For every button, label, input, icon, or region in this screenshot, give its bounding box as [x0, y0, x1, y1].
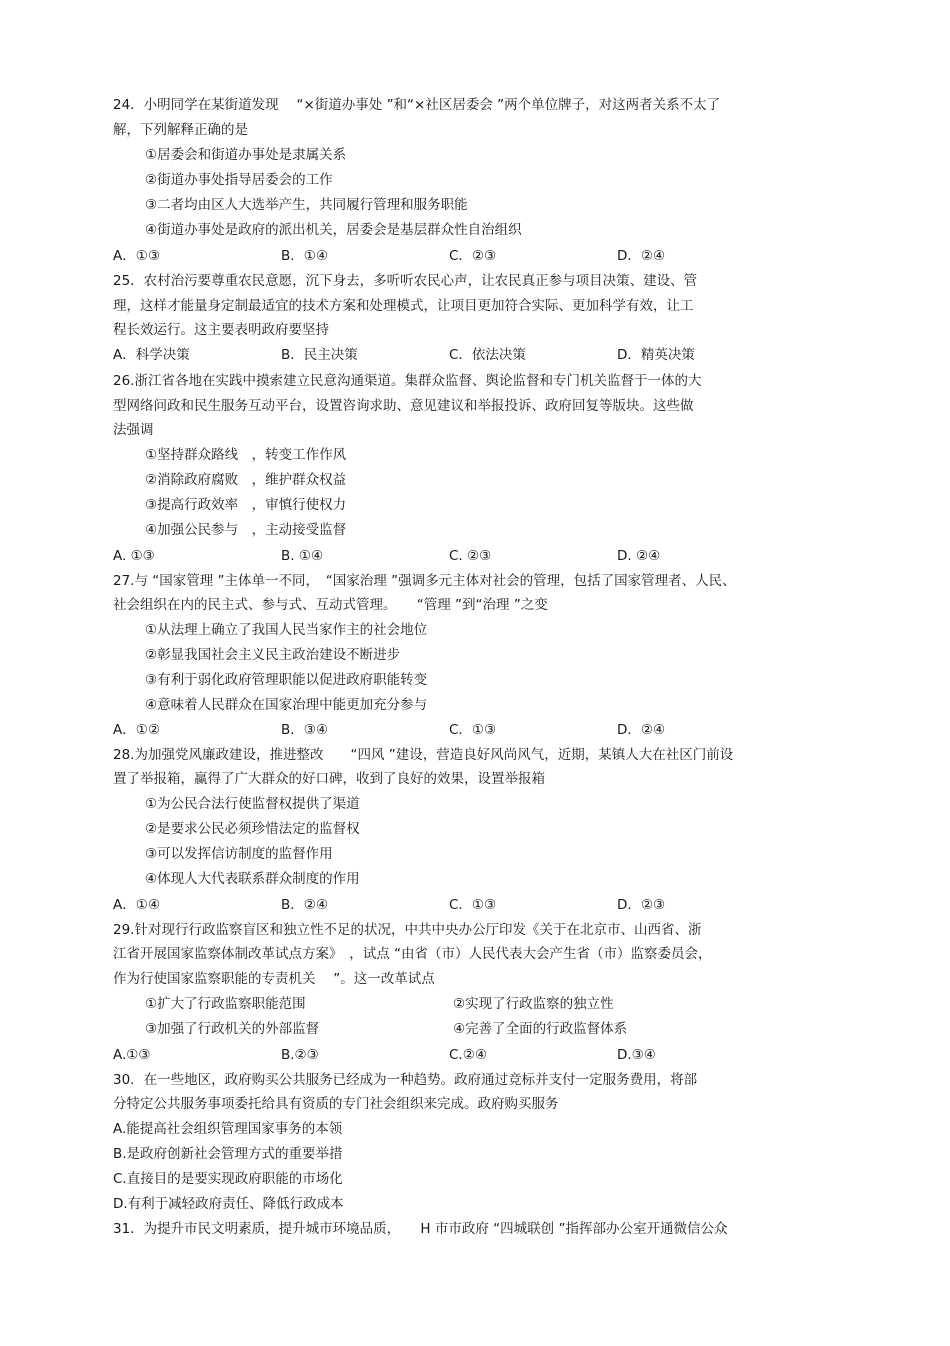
- q30-stem-line-2: 分特定公共服务事项委托给具有资质的专门社会组织来完成。政府购买服务: [113, 1096, 559, 1112]
- q27-stem-line-1: 27.与 “国家管理 ”主体单一不同， “国家治理 ”强调多元主体对社会的管理，包括了国家管理者、人民、: [113, 573, 736, 589]
- q28-option-b: B．②④: [281, 897, 328, 913]
- q30-choice-a: A.能提高社会组织管理国家事务的本领: [113, 1121, 343, 1137]
- q27-option-d: D．②④: [617, 722, 666, 738]
- q25-stem-line-2: 理，这样才能量身定制最适宜的技术方案和处理模式，让项目更加符合实际、更加科学有效，让工: [113, 298, 694, 314]
- q25-stem-line-3: 程长效运行。这主要表明政府要坚持: [113, 322, 329, 338]
- q24-stem-line-2: 解，下列解释正确的是: [113, 122, 248, 138]
- q26-statement-3: ③提高行政效率 ，审慎行使权力: [145, 497, 347, 513]
- q29-statement-3: ③加强了行政机关的外部监督: [145, 1021, 320, 1037]
- q24-statement-3: ③二者均由区人大选举产生，共同履行管理和服务职能: [145, 197, 468, 213]
- q24-statement-1: ①居委会和街道办事处是隶属关系: [145, 147, 347, 163]
- q26-stem-line-3: 法强调: [113, 422, 154, 438]
- q24-stem-line-1: 24．小明同学在某街道发现 “×街道办事处 ”和“×社区居委会 ”两个单位牌子，对这两者关系不太了: [113, 97, 721, 113]
- q27-option-b: B．③④: [281, 722, 328, 738]
- q27-statement-4: ④意味着人民群众在国家治理中能更加充分参与: [145, 697, 428, 713]
- q30-choice-d: D.有利于减轻政府责任、降低行政成本: [113, 1196, 344, 1212]
- q26-option-d: D. ②④: [617, 548, 661, 564]
- q26-option-a: A. ①③: [113, 548, 155, 564]
- q28-stem-line-2: 置了举报箱，赢得了广大群众的好口碑，收到了良好的效果，设置举报箱: [113, 771, 545, 787]
- q28-statement-4: ④体现人大代表联系群众制度的作用: [145, 871, 360, 887]
- q27-stem-line-2: 社会组织在内的民主式、参与式、互动式管理。 “管理 ”到“治理 ”之变: [113, 597, 548, 613]
- q25-option-d: D．精英决策: [617, 347, 695, 363]
- q30-choice-c: C.直接目的是要实现政府职能的市场化: [113, 1171, 343, 1187]
- q26-statement-4: ④加强公民参与 ，主动接受监督: [145, 522, 347, 538]
- q28-option-c: C．①③: [449, 897, 497, 913]
- q29-statement-2: ②实现了行政监察的独立性: [453, 996, 614, 1012]
- q24-option-d: D．②④: [617, 248, 666, 264]
- q26-statement-2: ②消除政府腐败 ，维护群众权益: [145, 472, 347, 488]
- q27-statement-3: ③有利于弱化政府管理职能以促进政府职能转变: [145, 672, 428, 688]
- q25-stem-line-1: 25．农村治污要尊重农民意愿，沉下身去，多听听农民心声，让农民真正参与项目决策、建设、管: [113, 273, 698, 289]
- q29-stem-line-2: 江省开展国家监察体制改革试点方案》 ，试点 “由省（市）人民代表大会产生省（市）监察委员会，: [113, 946, 712, 962]
- q28-option-d: D．②③: [617, 897, 666, 913]
- q28-statement-1: ①为公民合法行使监督权提供了渠道: [145, 796, 360, 812]
- q26-stem-line-2: 型网络问政和民生服务互动平台，设置咨询求助、意见建议和举报投诉、政府回复等版块。这些做: [113, 398, 694, 414]
- q25-option-a: A．科学决策: [113, 347, 190, 363]
- q29-statement-1: ①扩大了行政监察职能范围: [145, 996, 306, 1012]
- q24-option-a: A．①③: [113, 248, 160, 264]
- q27-option-c: C．①③: [449, 722, 497, 738]
- q26-statement-1: ①坚持群众路线 ，转变工作作风: [145, 447, 347, 463]
- q28-statement-3: ③可以发挥信访制度的监督作用: [145, 846, 333, 862]
- q26-option-b: B. ①④: [281, 548, 324, 564]
- q29-statement-4: ④完善了全面的行政监督体系: [453, 1021, 628, 1037]
- q25-option-c: C．依法决策: [449, 347, 526, 363]
- q28-stem-line-1: 28.为加强党风廉政建设，推进整改 “四风 ”建设，营造良好风尚风气，近期，某镇人大在社区门前设: [113, 747, 734, 763]
- q25-option-b: B．民主决策: [281, 347, 358, 363]
- q27-statement-1: ①从法理上确立了我国人民当家作主的社会地位: [145, 622, 428, 638]
- q26-stem-line-1: 26.浙江省各地在实践中摸索建立民意沟通渠道。集群众监督、舆论监督和专门机关监督于一体的大: [113, 373, 702, 389]
- q24-statement-4: ④街道办事处是政府的派出机关，居委会是基层群众性自治组织: [145, 222, 522, 238]
- q30-choice-b: B.是政府创新社会管理方式的重要举措: [113, 1146, 343, 1162]
- q24-option-b: B．①④: [281, 248, 328, 264]
- q30-stem-line-1: 30．在一些地区，政府购买公共服务已经成为一种趋势。政府通过竞标并支付一定服务费用，将部: [113, 1072, 698, 1088]
- q24-option-c: C．②③: [449, 248, 497, 264]
- q29-option-b: B.②③: [281, 1047, 319, 1063]
- q31-stem-line-1: 31．为提升市民文明素质，提升城市环境品质， H 市市政府 “四城联创 ”指挥部办公室开通微信公众: [113, 1221, 728, 1237]
- q29-option-c: C.②④: [449, 1047, 487, 1063]
- q24-statement-2: ②街道办事处指导居委会的工作: [145, 172, 333, 188]
- q27-option-a: A．①②: [113, 722, 160, 738]
- q29-option-d: D.③④: [617, 1047, 656, 1063]
- q28-statement-2: ②是要求公民必须珍惜法定的监督权: [145, 821, 360, 837]
- q29-stem-line-3: 作为行使国家监察职能的专责机关 ”。这一改革试点: [113, 971, 435, 987]
- q27-statement-2: ②彰显我国社会主义民主政治建设不断进步: [145, 647, 401, 663]
- q26-option-c: C. ②③: [449, 548, 492, 564]
- q28-option-a: A．①④: [113, 897, 160, 913]
- q29-option-a: A.①③: [113, 1047, 151, 1063]
- q29-stem-line-1: 29.针对现行行政监察盲区和独立性不足的状况，中共中央办公厅印发《关于在北京市、山西省、浙: [113, 922, 702, 938]
